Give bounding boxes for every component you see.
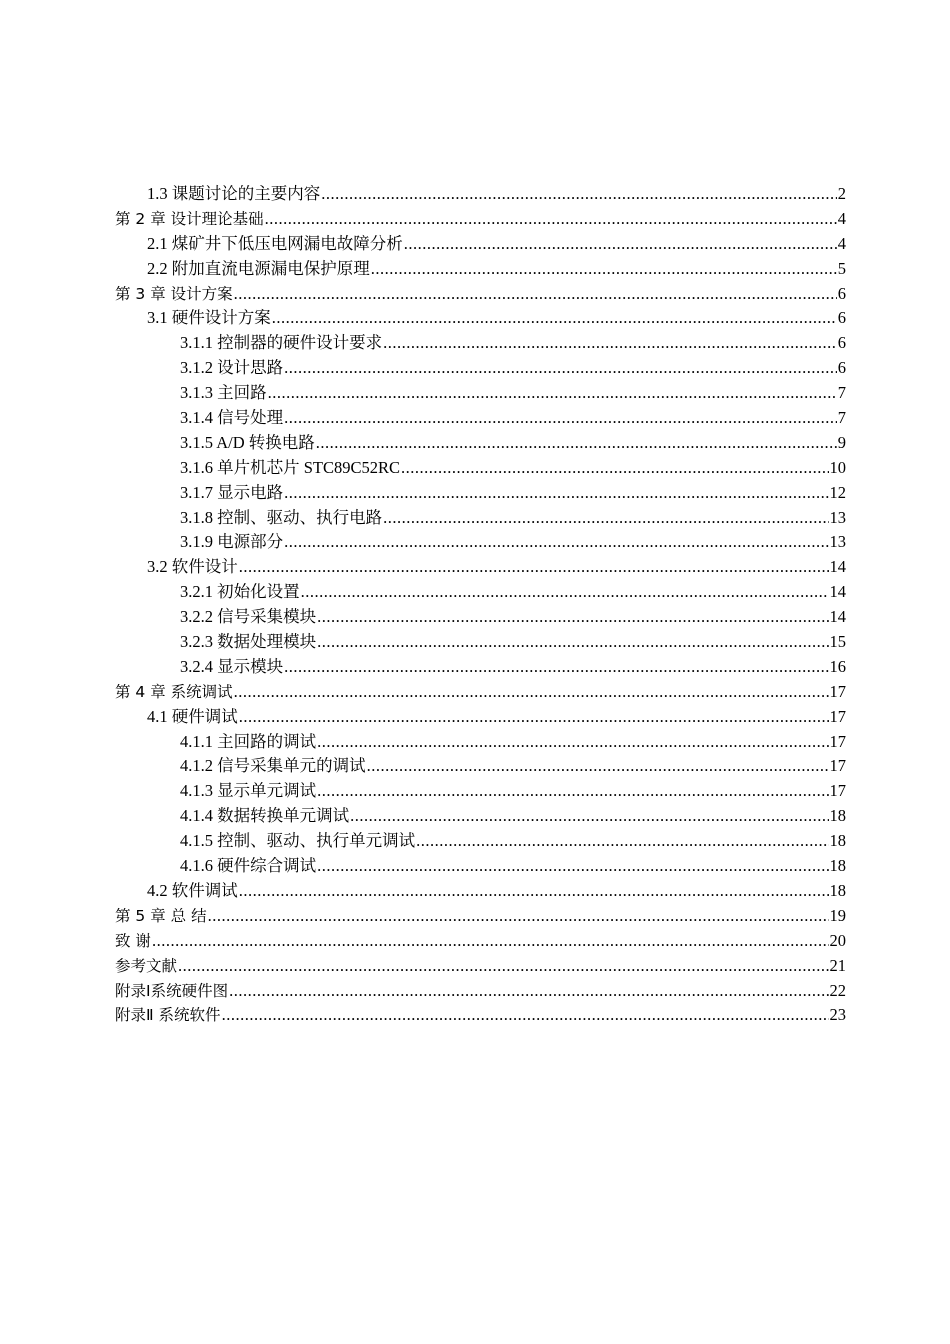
toc-entry-3-2-3[interactable] (115, 630, 846, 655)
toc-entry-3-1-8[interactable] (115, 506, 846, 531)
toc-entry-page: 4 (837, 233, 846, 253)
dot-leader (416, 829, 828, 854)
toc-entry-title: 3.1.9 电源部分 (180, 532, 284, 552)
dot-leader (239, 879, 829, 904)
toc-entry-chapter-5[interactable] (115, 904, 846, 929)
toc-entry-3-1-7[interactable] (115, 481, 846, 506)
toc-entry-title: 3.2.3 数据处理模块 (180, 632, 317, 652)
toc-entry-title: 2.2 附加直流电源漏电保护原理 (147, 258, 370, 278)
dot-leader (234, 680, 829, 705)
toc-entry-title: 3.1.6 单片机芯片 STC89C52RC (180, 457, 401, 477)
toc-entry-title: 4.1.6 硬件综合调试 (180, 856, 317, 876)
toc-entry-title: 第 3 章 设计方案 (115, 284, 233, 303)
toc-entry-3-2-2[interactable] (115, 605, 846, 630)
toc-entry-title: 附录Ⅱ 系统软件 (115, 1006, 221, 1025)
toc-entry-3-2[interactable] (115, 555, 846, 580)
toc-entry-page: 20 (829, 930, 846, 950)
toc-entry-4-1[interactable] (115, 705, 846, 730)
toc-entry-title: 4.1.3 显示单元调试 (180, 781, 317, 801)
toc-entry-page: 17 (829, 756, 846, 776)
toc-entry-3-1[interactable] (115, 306, 846, 331)
toc-entry-page: 7 (837, 408, 846, 428)
toc-entry-page: 23 (829, 1005, 846, 1025)
dot-leader (208, 904, 829, 929)
dot-leader (229, 979, 828, 1004)
toc-entry-references[interactable] (115, 954, 846, 979)
toc-entry-page: 6 (837, 333, 846, 353)
toc-entry-page: 6 (837, 358, 846, 378)
dot-leader (404, 232, 837, 257)
toc-entry-page: 18 (829, 806, 846, 826)
toc-entry-page: 21 (829, 955, 846, 975)
dot-leader (222, 1003, 829, 1028)
dot-leader (321, 182, 837, 207)
toc-entry-page: 18 (829, 856, 846, 876)
dot-leader (284, 530, 828, 555)
toc-entry-title: 4.1.4 数据转换单元调试 (180, 806, 350, 826)
toc-entry-title: 3.1.2 设计思路 (180, 358, 284, 378)
dot-leader (316, 431, 837, 456)
toc-entry-4-1-3[interactable] (115, 779, 846, 804)
toc-entry-page: 7 (837, 383, 846, 403)
toc-entry-title: 3.1 硬件设计方案 (147, 308, 271, 328)
toc-entry-chapter-3[interactable] (115, 282, 846, 307)
dot-leader (317, 779, 828, 804)
toc-entry-page: 17 (829, 681, 846, 701)
toc-entry-3-1-4[interactable] (115, 406, 846, 431)
toc-entry-2-2[interactable] (115, 257, 846, 282)
toc-entry-page: 18 (829, 831, 846, 851)
toc-entry-title: 4.1.1 主回路的调试 (180, 731, 317, 751)
dot-leader (268, 381, 837, 406)
toc-entry-title: 3.2.4 显示模块 (180, 656, 284, 676)
toc-entry-page: 18 (829, 880, 846, 900)
toc-entry-title: 2.1 煤矿井下低压电网漏电故障分析 (147, 233, 403, 253)
toc-entry-title: 3.2 软件设计 (147, 557, 238, 577)
toc-entry-page: 4 (837, 208, 846, 228)
dot-leader (152, 929, 829, 954)
toc-entry-page: 6 (837, 283, 846, 303)
toc-entry-3-2-4[interactable] (115, 655, 846, 680)
table-of-contents (115, 182, 846, 1028)
toc-entry-3-1-5[interactable] (115, 431, 846, 456)
toc-entry-3-1-1[interactable] (115, 331, 846, 356)
toc-entry-page: 14 (829, 557, 846, 577)
toc-entry-2-1[interactable] (115, 232, 846, 257)
dot-leader (284, 655, 828, 680)
toc-entry-page: 14 (829, 582, 846, 602)
toc-entry-title: 附录Ⅰ系统硬件图 (115, 981, 229, 1000)
toc-entry-page: 15 (829, 632, 846, 652)
toc-entry-appendix-1[interactable] (115, 979, 846, 1004)
toc-entry-3-1-6[interactable] (115, 456, 846, 481)
toc-entry-4-1-6[interactable] (115, 854, 846, 879)
toc-entry-page: 17 (829, 781, 846, 801)
dot-leader (239, 555, 829, 580)
dot-leader (272, 306, 837, 331)
toc-entry-appendix-2[interactable] (115, 1003, 846, 1028)
toc-entry-3-2-1[interactable] (115, 580, 846, 605)
toc-entry-title: 3.1.8 控制、驱动、执行电路 (180, 507, 383, 527)
toc-entry-page: 17 (829, 731, 846, 751)
toc-entry-title: 3.1.7 显示电路 (180, 482, 284, 502)
toc-entry-4-1-4[interactable] (115, 804, 846, 829)
dot-leader (317, 730, 828, 755)
toc-entry-4-1-1[interactable] (115, 730, 846, 755)
toc-entry-title: 3.2.2 信号采集模块 (180, 607, 317, 627)
toc-entry-title: 3.1.3 主回路 (180, 383, 267, 403)
toc-entry-page: 14 (829, 607, 846, 627)
toc-entry-page: 2 (837, 184, 846, 203)
toc-entry-4-2[interactable] (115, 879, 846, 904)
dot-leader (317, 630, 828, 655)
toc-entry-title: 1.3 课题讨论的主要内容 (147, 184, 321, 203)
toc-entry-4-1-5[interactable] (115, 829, 846, 854)
toc-entry-page: 17 (829, 706, 846, 726)
toc-entry-title: 3.1.1 控制器的硬件设计要求 (180, 333, 383, 353)
toc-entry-chapter-4[interactable] (115, 680, 846, 705)
toc-entry-page: 5 (837, 258, 846, 278)
toc-entry-3-1-3[interactable] (115, 381, 846, 406)
toc-entry-title: 4.1.5 控制、驱动、执行单元调试 (180, 831, 416, 851)
dot-leader (284, 481, 828, 506)
toc-entry-3-1-2[interactable] (115, 356, 846, 381)
toc-entry-title: 3.2.1 初始化设置 (180, 582, 300, 602)
toc-entry-title: 3.1.4 信号处理 (180, 408, 284, 428)
toc-entry-page: 13 (829, 507, 846, 527)
dot-leader (367, 754, 829, 779)
toc-entry-chapter-2[interactable] (115, 207, 846, 232)
toc-entry-page: 16 (829, 656, 846, 676)
dot-leader (284, 406, 837, 431)
dot-leader (301, 580, 829, 605)
dot-leader (178, 954, 828, 979)
dot-leader (317, 854, 828, 879)
toc-entry-1-3[interactable] (115, 182, 846, 207)
toc-entry-title: 参考文献 (115, 956, 178, 975)
toc-entry-title: 4.1 硬件调试 (147, 706, 238, 726)
toc-entry-page: 6 (837, 308, 846, 328)
dot-leader (284, 356, 837, 381)
toc-entry-title: 3.1.5 A/D 转换电路 (180, 432, 315, 452)
toc-entry-title: 致 谢 (115, 931, 151, 950)
dot-leader (239, 705, 829, 730)
toc-entry-page: 10 (829, 457, 846, 477)
dot-leader (350, 804, 828, 829)
toc-entry-title: 4.2 软件调试 (147, 880, 238, 900)
toc-entry-page: 13 (829, 532, 846, 552)
toc-entry-title: 4.1.2 信号采集单元的调试 (180, 756, 366, 776)
toc-entry-page: 22 (829, 980, 846, 1000)
dot-leader (383, 506, 828, 531)
dot-leader (234, 282, 837, 307)
toc-entry-page: 12 (829, 482, 846, 502)
toc-entry-page: 19 (829, 905, 846, 925)
toc-entry-title: 第 2 章 设计理论基础 (115, 209, 264, 228)
toc-entry-title: 第 4 章 系统调试 (115, 682, 233, 701)
toc-entry-3-1-9[interactable] (115, 530, 846, 555)
dot-leader (383, 331, 837, 356)
toc-entry-4-1-2[interactable] (115, 754, 846, 779)
dot-leader (265, 207, 837, 232)
dot-leader (317, 605, 828, 630)
toc-entry-acknowledgements[interactable] (115, 929, 846, 954)
toc-entry-title: 第 5 章 总 结 (115, 906, 207, 925)
toc-entry-page: 9 (837, 432, 846, 452)
dot-leader (401, 456, 828, 481)
dot-leader (371, 257, 837, 282)
